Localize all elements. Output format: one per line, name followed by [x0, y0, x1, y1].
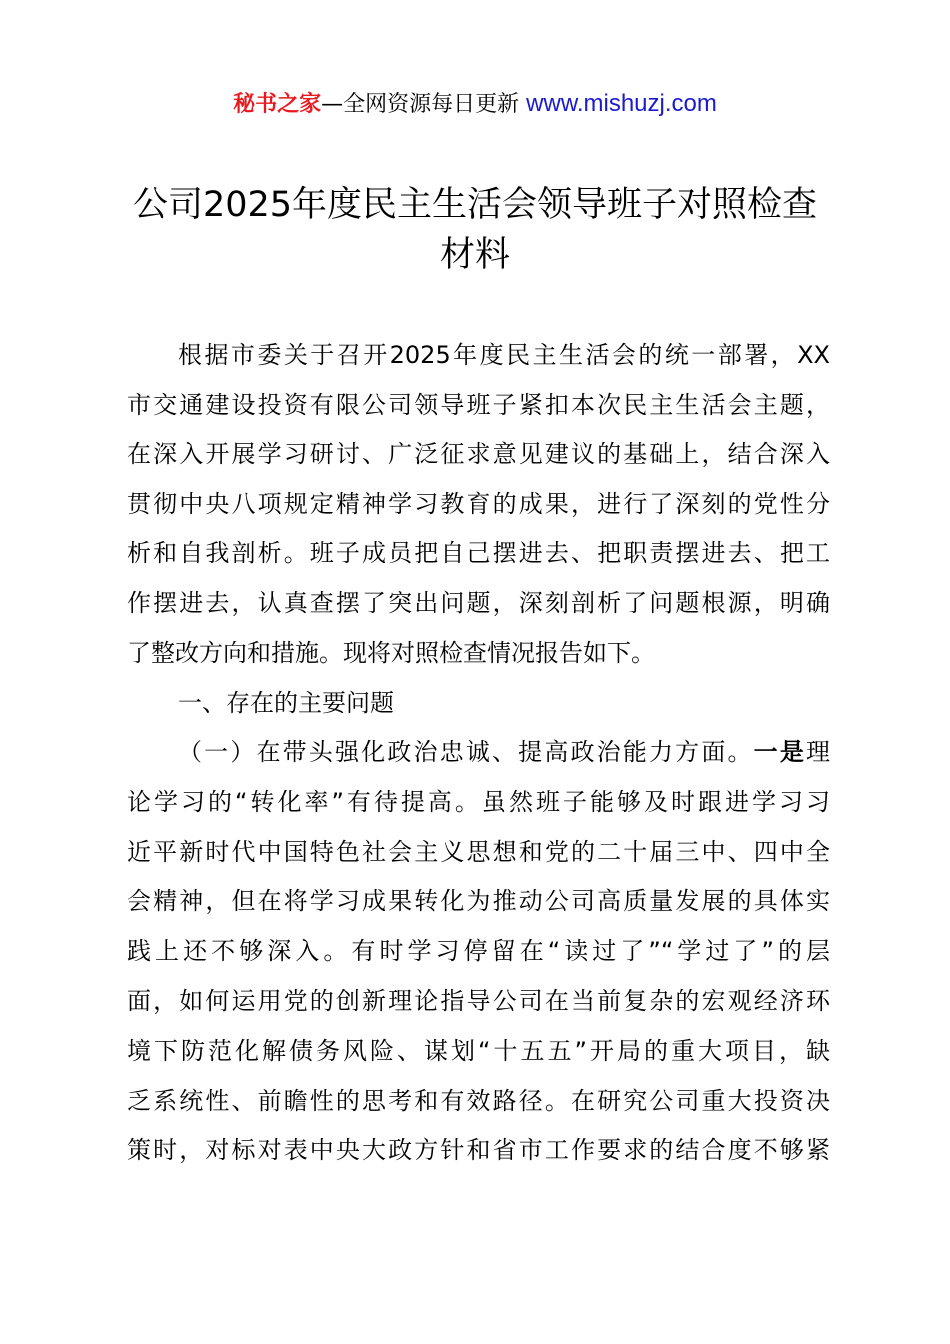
site-header-banner: [0, 88, 950, 121]
body-line: 会精神，但在将学习成果转化为推动公司高质量发展的具体实: [127, 887, 830, 915]
body-line: 析和自我剖析。班子成员把自己摆进去、把职责摆进去、把工: [127, 539, 830, 567]
site-url-link[interactable]: www.mishuzj.com: [526, 90, 717, 117]
body-line: 贯彻中央八项规定精神学习教育的成果，进行了深刻的党性分: [127, 490, 830, 518]
body-line: 根据市委关于召开2025年度民主生活会的统一部署，XX: [178, 341, 830, 369]
header-tagline: —全网资源每日更新: [321, 92, 527, 117]
brand-name: 秘书之家: [233, 92, 322, 117]
body-line: 面，如何运用党的创新理论指导公司在当前复杂的宏观经济环: [127, 987, 830, 1015]
body-text: 理: [806, 738, 831, 766]
body-line: 论学习的“转化率”有待提高。虽然班子能够及时跟进学习习: [127, 788, 830, 816]
bold-phrase: 一是: [753, 738, 807, 766]
subsection-heading: （一）在带头强化政治忠诚、提高政治能力方面。: [178, 738, 754, 766]
body-line: 策时，对标对表中央大政方针和省市工作要求的结合度不够紧: [127, 1136, 830, 1164]
body-line: 境下防范化解债务风险、谋划“十五五”开局的重大项目，缺: [127, 1037, 830, 1065]
body-line: 了整改方向和措施。现将对照检查情况报告如下。: [127, 639, 655, 667]
document-title-line-2: 材料: [439, 235, 510, 275]
body-line: 在深入开展学习研讨、广泛征求意见建议的基础上，结合深入: [127, 440, 830, 468]
body-line: 作摆进去，认真查摆了突出问题，深刻剖析了问题根源，明确: [127, 589, 830, 617]
body-line: 乏系统性、前瞻性的思考和有效路径。在研究公司重大投资决: [127, 1087, 830, 1115]
section-heading: 一、存在的主要问题: [178, 689, 394, 717]
body-line: 近平新时代中国特色社会主义思想和党的二十届三中、四中全: [127, 838, 830, 866]
subsection-line: [178, 737, 830, 767]
body-line: 市交通建设投资有限公司领导班子紧扣本次民主生活会主题，: [127, 391, 830, 419]
document-title-line-1: 公司2025年度民主生活会领导班子对照检查: [132, 185, 818, 225]
body-line: 践上还不够深入。有时学习停留在“读过了”“学过了”的层: [127, 937, 830, 965]
